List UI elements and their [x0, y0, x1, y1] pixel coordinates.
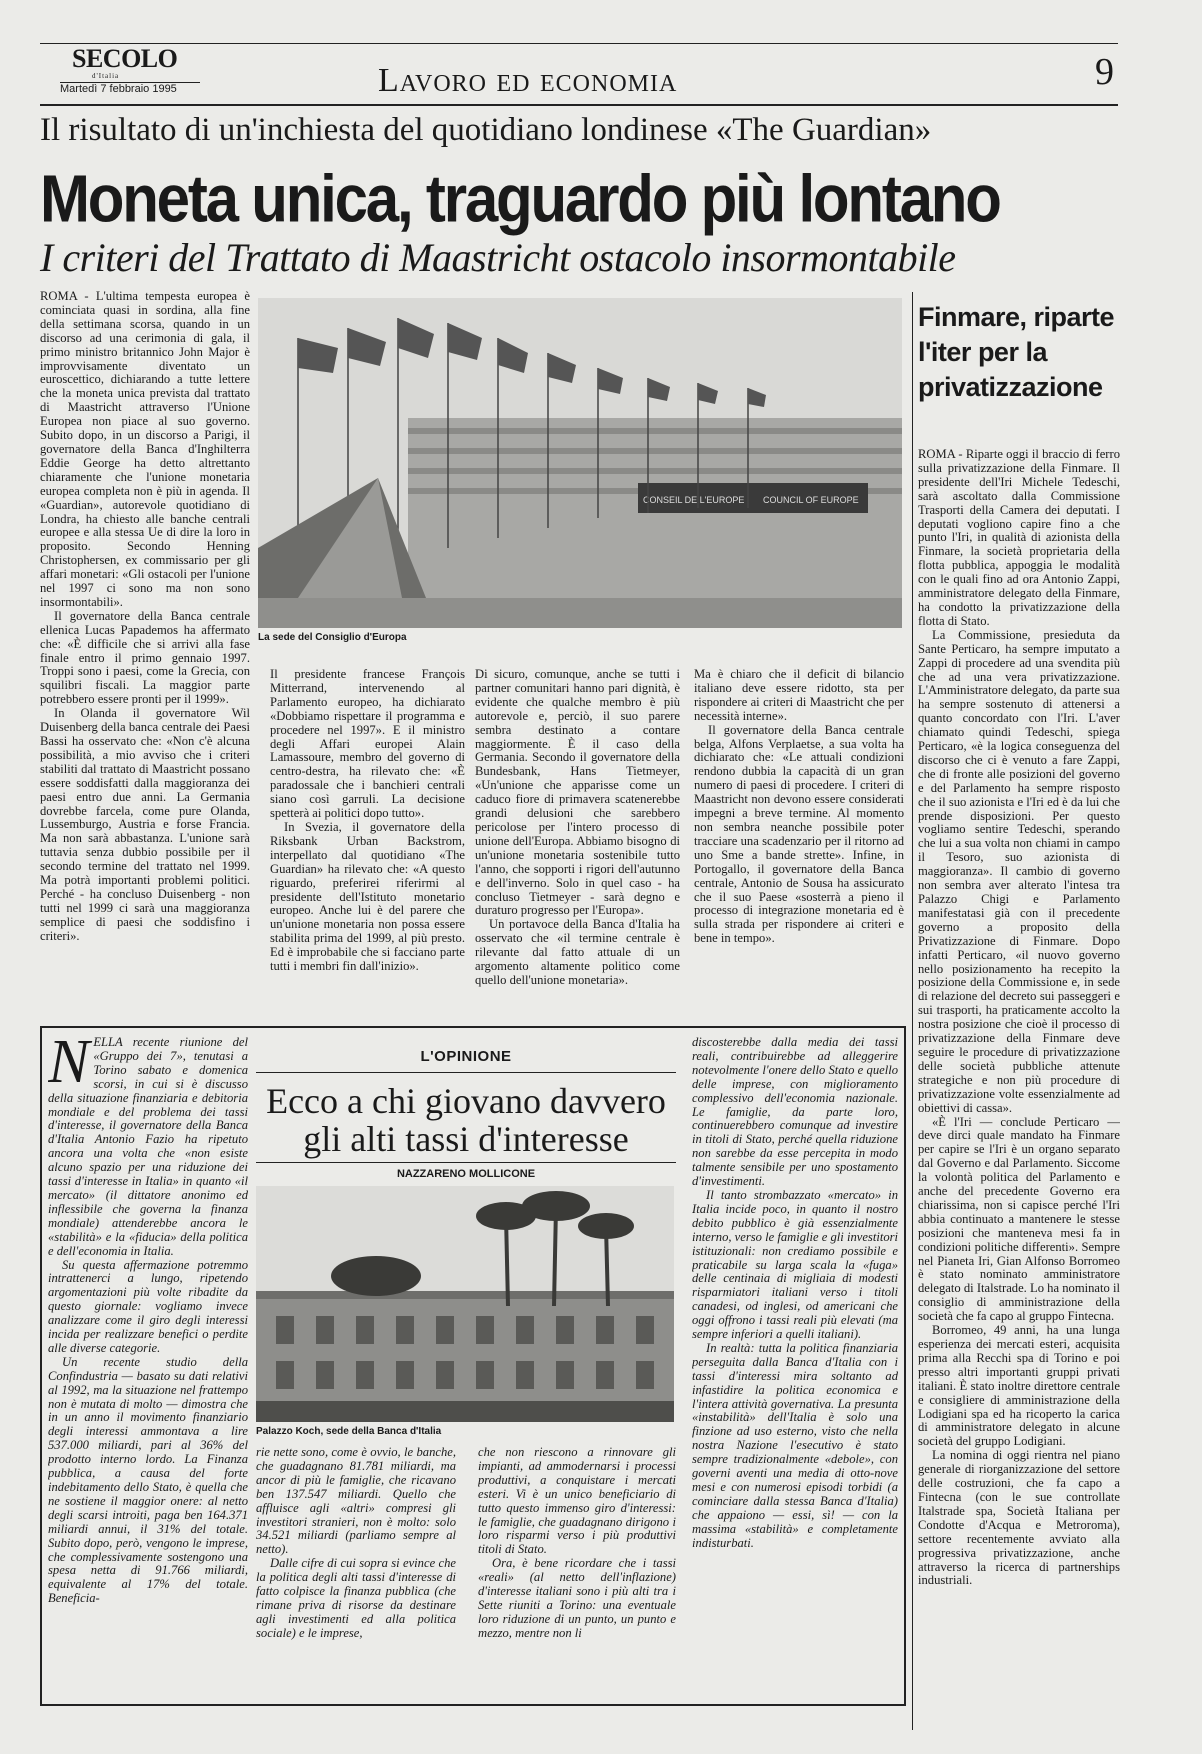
side-article-headline: Finmare, riparte l'iter per la privatizzazione [918, 302, 1115, 402]
article-col2-text: Il presidente francese François Mitterrand, intervenendo al Parlamento europeo, ha dichiarato «Dobbiamo rispettare il programma e procedere nel 1997». E il ministro degli Affari europei Alain Lamassoure, membro del governo di centro-destra, ha rilevato che: «È paradossale che i banchieri centrali siano così garruli. La decisione spetterà ai politici dopo tutto». [270, 668, 465, 821]
palazzo-koch-illustration [256, 1186, 674, 1422]
palazzo-koch-photo [256, 1186, 674, 1422]
side-body-2: La Commissione, presieduta da Sante Perticaro, ha sempre imputato a Zappi di procedere ad una svendita più che ad una vera privatizzazione. L'Amministratore delegato, da parte sua ha sempre sostenuto di attenersi a quanto concordato con l'Iri. L'aver chiamato quindi Tedeschi, spiega Perticaro, «è la logica conseguenza del discorso che ci è venuto a fare Zappi, che di fronte alle posizioni del governo e del Parlamento ha sempre risposto che il suo azionista e l'Iri ed è da lui che prende disposizioni. Per questo vogliamo sentire Tedeschi, sperando che lui a sua volta non chiami in campo il Tesoro, suo azionista di maggioranza». Il cambio di governo non sembra aver alterato l'intesa tra Palazzo Chigi e Parlamento manifestatasi già con il precedente governo a proposito della Privatizzazione di Finmare. Dopo infatti Perticaro, «il nuovo governo nello posizionamento ha recepito la posizione della Commissione e, in sede di relazione del decreto sui passeggeri e sui trasporti, ha praticamente accolto la nostra posizione che cioè il processo di privatizzazione della Finmare deve seguire le procedure di privatizzazione delle società pubbliche attenute strategiche e non più procedure di privatizzazione volte essenzialmente ad obiettivi di cassa». [918, 627, 1120, 1115]
side-article-body [918, 448, 1120, 1738]
side-article-divider [912, 292, 913, 1730]
top-rule [40, 43, 1118, 44]
article-headline: Moneta unica, traguardo più lontano [40, 161, 1000, 237]
masthead-logo: SECOLO [72, 44, 178, 73]
council-of-europe-photo [258, 298, 902, 628]
council-of-europe-illustration [258, 298, 902, 628]
opinion-left-1: ELLA recente riunione del «Gruppo dei 7», tenutasi a Torino sabato e domenica scorsi, in cui si è discusso della situazione finanziaria e debitoria mondiale e del problema dei tassi d'interesse, il governatore della Banca d'Italia Antonio Fazio ha ripetuto ancora una volta che «non esiste alcuno spazio per una riduzione dei tassi d'interesse in Italia» in quanto «il mercato» (il dittatore anonimo ed inflessibile che governa la finanza mondiale) attenderebbe ancora le «stabilità» e la «fiducia» della politica e dell'economia in Italia. [48, 1036, 248, 1258]
opinion-right-column [692, 1036, 898, 1700]
article-col4-text: Ma è chiaro che il deficit di bilancio italiano deve essere ridotto, sta per rispondere ai criteri di Maastricht che per necessità interne». [694, 668, 904, 723]
opinion-left-2: Su questa affermazione potremmo intrattenerci a lungo, ripetendo argomentazioni più volte ribadite da questo giornale: vogliamo invece analizzare come il giro degli interessi incida per realizzare benefici o perdite alle diverse categorie. [48, 1257, 248, 1355]
opinion-box-top [40, 1026, 906, 1028]
article-col2b-text: In Svezia, il governatore della Riksbank Urban Backstrom, interpellato dal quotidiano «The Guardian» ha rilevato che: «A questo riguardo, preferirei riferirmi al presidente dell'Istituto monetario europeo. Anche lui è del parere che un'unione monetaria non possa essere stabilita prima del 1999, al più presto. Ed è improbabile che si facciano parte tutti i membri fin dall'inizio». [270, 819, 465, 974]
opinion-right-1: discosterebbe dalla media dei tassi reali, contribuirebbe ad alleggerire notevolmente l'onere dello Stato e quello delle imprese, con miglioramento complessivo dell'economia nazionale. Le famiglie, da parte loro, continuerebbero comunque ad investire in titoli di Stato, perché quella riduzione non sarebbe da esse percepita in modo talmente sensibile per uno spostamento d'investimenti. [692, 1036, 898, 1189]
opinion-box-right [904, 1026, 906, 1706]
masthead-logo-sub: d'Italia [92, 72, 120, 80]
page-number: 9 [1095, 51, 1114, 93]
opinion-right-3: In realtà: tutta la politica finanziaria perseguita dalla Banca d'Italia con i tassi d'interessi mira soltanto ad infastidire la politica economica e l'intera attività governativa. La presunta «instabilità» dell'Italia è solo una finzione ad uso esterno, visto che nella nostra Nazione l'esecutivo è stato sempre tradizionalmente «debole», con governi aventi una media di otto-nove mesi e con numerosi episodi torbidi (a cominciare dalla stessa Banca d'Italia) che appaiono — essi, sì! — con la massima «stabilità» e completamente indisturbati. [692, 1340, 898, 1550]
opinion-left-column [48, 1036, 248, 1700]
photo-sign-right: COUNCIL OF EUROPE [763, 495, 859, 505]
opinion-title-line2: gli alti tassi d'interesse [303, 1119, 629, 1159]
opinion-mid-column-a [256, 1446, 456, 1700]
side-body-1: ROMA - Riparte oggi il braccio di ferro sulla privatizzazione della Finmare. Il presidente dell'Iri Michele Tedeschi, sarà ascoltato dalla Commissione Trasporti della Camera dei deputati. I deputati vogliono capire fino a che punto l'Iri, in qualità di azionista della Finmare, la società proprietaria della flotta pubblica, appoggia le modalità con le quali fino ad ora Antonio Zappi, amministratore delegato della Finmare, ha condotto la privatizzazione della flotta di Stato. [918, 448, 1120, 628]
article-col1-text: ROMA - L'ultima tempesta europea è cominciata quasi in sordina, alla fine della settimana scorsa, quando in un discorso ad una cerimonia di gala, il primo ministro britannico John Major è improvvisamente diventato un euroscettico, dichiarando a tutte lettere che la moneta unica prevista dal trattato di Maastricht attraverso l'Unione Europea non piace al suo governo. Subito dopo, in un discorso a Parigi, il governatore della Banca d'Inghilterra Eddie George ha detto altrettanto chiaramente che l'unione monetaria europea completa non è più in agenda. Il «Guardian», autorevole quotidiano di Londra, ha chiesto alle banche centrali europee e alla stessa Ue di dire la loro in proposito. Secondo Henning Christophersen, ex commissario per gli affari monetari: «Gli ostacoli per l'unione nel 1997 ci sono ma non sono insormontabili». [40, 290, 250, 609]
section-title: Lavoro ed economia [378, 62, 678, 99]
article-column-3 [475, 668, 680, 1030]
article-column-1 [40, 290, 250, 1030]
masthead-date: Martedì 7 febbraio 1995 [60, 83, 177, 95]
masthead-bottom-rule [40, 104, 1118, 106]
side-body-3: «È l'Iri — conclude Perticaro — deve dirci quale mandato ha Finmare per capire se l'Iri è un organo separato dal Governo e dal Parlamento. Siccome la volontà politica del Parlamento e anche del precedente Governo era chiarissima, non si capisce perché l'Iri abbia continuato a mantenere le stesse posizioni che manteneva mesi fa in condizioni politiche differenti». Sempre nel Pianeta Iri, Gian Alfonso Borromeo è stato nominato amministratore delegato di Italstrade. Lo ha nominato il consiglio di amministrazione della società che fa capo al gruppo Fintecna. [918, 1114, 1120, 1324]
photo-sign-left: CONSEIL DE L'EUROPE [643, 495, 745, 505]
opinion-author: NAZZARENO MOLLICONE [396, 1168, 536, 1180]
article-column-2 [270, 668, 465, 1030]
article-col3-text: Di sicuro, comunque, anche se tutti i partner comunitari hanno pari dignità, è evidente che qualche membro è più autorevole e, perciò, il suo parere sembra destinato a contare maggiormente. È il caso della Germania. Secondo il governatore della Bundesbank, Hans Tietmeyer, «Un'unione che apparisse come un caduco fiore di primavera scatenerebbe grandi delusioni che sarebbero pericolose per l'intero processo di unione dell'Europa. Abbiamo bisogno di un'unione monetaria sostenibile tutto l'anno, che sopporti i rigori dell'autunno e dell'inverno. Solo in quel caso - ha concluso Tietmeyer - sarà degno e duraturo progresso per l'Europa». [475, 668, 680, 918]
opinion-title-line1: Ecco a chi giovano davvero [266, 1081, 666, 1121]
opinion-box-left [40, 1026, 42, 1706]
article-col3b-text: Un portavoce della Banca d'Italia ha osservato che «il termine centrale è rilevante dal fatto attuale di un argomento altamente politico come quello dell'unione monetaria». [475, 917, 680, 987]
side-body-4: Borromeo, 49 anni, ha una lunga esperienza dei mercati esteri, acquisita prima alla Recchi spa di Torino e poi presso altri importanti gruppi privati italiani. È stato inoltre direttore centrale e consigliere di amministrazione della Lodigiani spa ed ha ricoperto la carica di amministratore delegato in alcune società del gruppo Lodigiani. [918, 1323, 1120, 1449]
opinion-right-2: Il tanto strombazzato «mercato» in Italia incide poco, in quanto il nostro debito pubblico è già essenzialmente interno, verso le famiglie e gli investitori istituzionali: non crediamo possibile e praticabile su larga scala la «fuga» delle centinaia di migliaia di modesti risparmiatori italiani verso i titoli canadesi, od inglesi, od americani che oggi offrono i tassi reali più elevati (ma sempre inferiori a quelli italiani). [692, 1187, 898, 1342]
opinion-mid-1: rie nette sono, come è ovvio, le banche, che guadagnano 81.781 miliardi, ma ancor di più le famiglie, che ricavano ben 137.547 miliardi. Quello che affluisce agli «altri» compresi gli investitori stranieri, non è molto: solo 34.521 miliardi (parliamo sempre al netto). [256, 1446, 456, 1557]
opinion-box-bottom [40, 1704, 906, 1706]
council-photo-caption: La sede del Consiglio d'Europa [258, 632, 407, 643]
side-body-5: La nomina di oggi rientra nel piano generale di riorganizzazione del settore delle costruzioni, che fa capo a Fintecna (con le sue controllate Italstrade spa, Società Italiana per Condotte d'Acqua e Metroroma), settore recentemente avviato alla progressiva privatizzazione, anche attraverso la ricerca di partnerships industriali. [918, 1448, 1120, 1588]
opinion-mid-column-b [478, 1446, 676, 1700]
article-subheadline: I criteri del Trattato di Maastricht ostacolo insormontabile [40, 235, 956, 280]
opinion-dropcap: N [48, 1036, 90, 1096]
opinion-label-rule [256, 1072, 676, 1073]
article-kicker: Il risultato di un'inchiesta del quotidiano londinese «The Guardian» [40, 112, 932, 148]
opinion-mid-4: Ora, è bene ricordare che i tassi «reali» (al netto dell'inflazione) d'interesse italiani sono i più alti tra i Sette riuniti a Torino: una eventuale loro riduzione di un punto, un punto e mezzo, mentre non li [478, 1556, 676, 1640]
opinion-author-rule [256, 1162, 676, 1163]
article-col4b-text: Il governatore della Banca centrale belga, Alfons Verplaetse, a sua volta ha dichiarato che: «Le attuali condizioni rendono dubbia la capacità di un gran numero di paesi di procedere. I criteri di Maastricht non devono essere considerati impegni a breve termine. Al momento non sembra neanche possibile poter tracciare una scadenzario per il ritorno ad uno Sme a bande strette». Infine, in Portogallo, il governatore della Banca centrale, Antonio de Sousa ha assicurato che il suo Paese «sosterrà a pieno il processo di integrazione monetaria ed è sulla strada per rispondere ai criteri e bene in tempo». [694, 722, 904, 946]
opinion-label: L'OPINIONE [420, 1048, 512, 1065]
opinion-left-3: Un recente studio della Confindustria — basato su dati relativi al 1992, ma la situazione nel frattempo non è mutata di molto — dimostra che in un anno il movimento finanziario degli interessi ammontava a lire 537.000 miliardi, pari al 36% del prodotto interno lordo. La Finanza pubblica, a causa del forte indebitamento dello Stato, è quella che ne sostiene il maggior onere: al netto degli scarsi introiti, paga ben 164.371 miliardi annui, il 31% del totale. Subito dopo, però, vengono le imprese, che complessivamente sostengono una spesa netta di 91.766 miliardi, equivalente al 17% del totale. Beneficia- [48, 1354, 248, 1606]
article-col1b-text: Il governatore della Banca centrale ellenica Lucas Papademos ha affermato che: «È difficile che si arrivi alla fase finale entro il primo gennaio 1997. Troppi sono i paesi, come la Grecia, con squilibri fiscali. La maggior parte potrebbero essere pronti per il 1999». [40, 608, 250, 707]
opinion-mid-2: Dalle cifre di cui sopra si evince che la politica degli alti tassi d'interesse di fatto colpisce la finanza pubblica (che rimane priva di risorse da destinare agli investimenti ed alla politica sociale) e le imprese, [256, 1556, 456, 1640]
opinion-title [256, 1082, 676, 1158]
article-column-4 [694, 668, 904, 1030]
article-col1c-text: In Olanda il governatore Wil Duisenberg della banca centrale dei Paesi Bassi ha osservato che: «Non c'è alcuna possibilità, a mio avviso che i criteri stabiliti dal trattato di Maastricht possano essere soddisfatti dalla maggioranza dei paesi entro due anni. La Germania dovrebbe farcela, come pure Olanda, Lussemburgo, Austria e forse Francia. Ma non sarà abbastanza. L'unione sarà tuttavia senza dubbio possibile per il secondo termine del trattato nel 1999. Ma potrà importanti problemi politici. Perché - ha concluso Duisenberg - non tutti nel 1999 ci sarà una maggioranza semplice di paesi che soddisfino i criteri». [40, 706, 250, 943]
palazzo-koch-caption: Palazzo Koch, sede della Banca d'Italia [256, 1426, 442, 1437]
opinion-mid-3: che non riescono a rinnovare gli impianti, ad ammodernarsi i processi produttivi, a conquistare i mercati esteri. Vi è un unico beneficiario di tutto questo immenso giro d'interessi: le famiglie, che guadagnano dirigono i loro risparmi verso i più produttivi titoli di Stato. [478, 1446, 676, 1557]
